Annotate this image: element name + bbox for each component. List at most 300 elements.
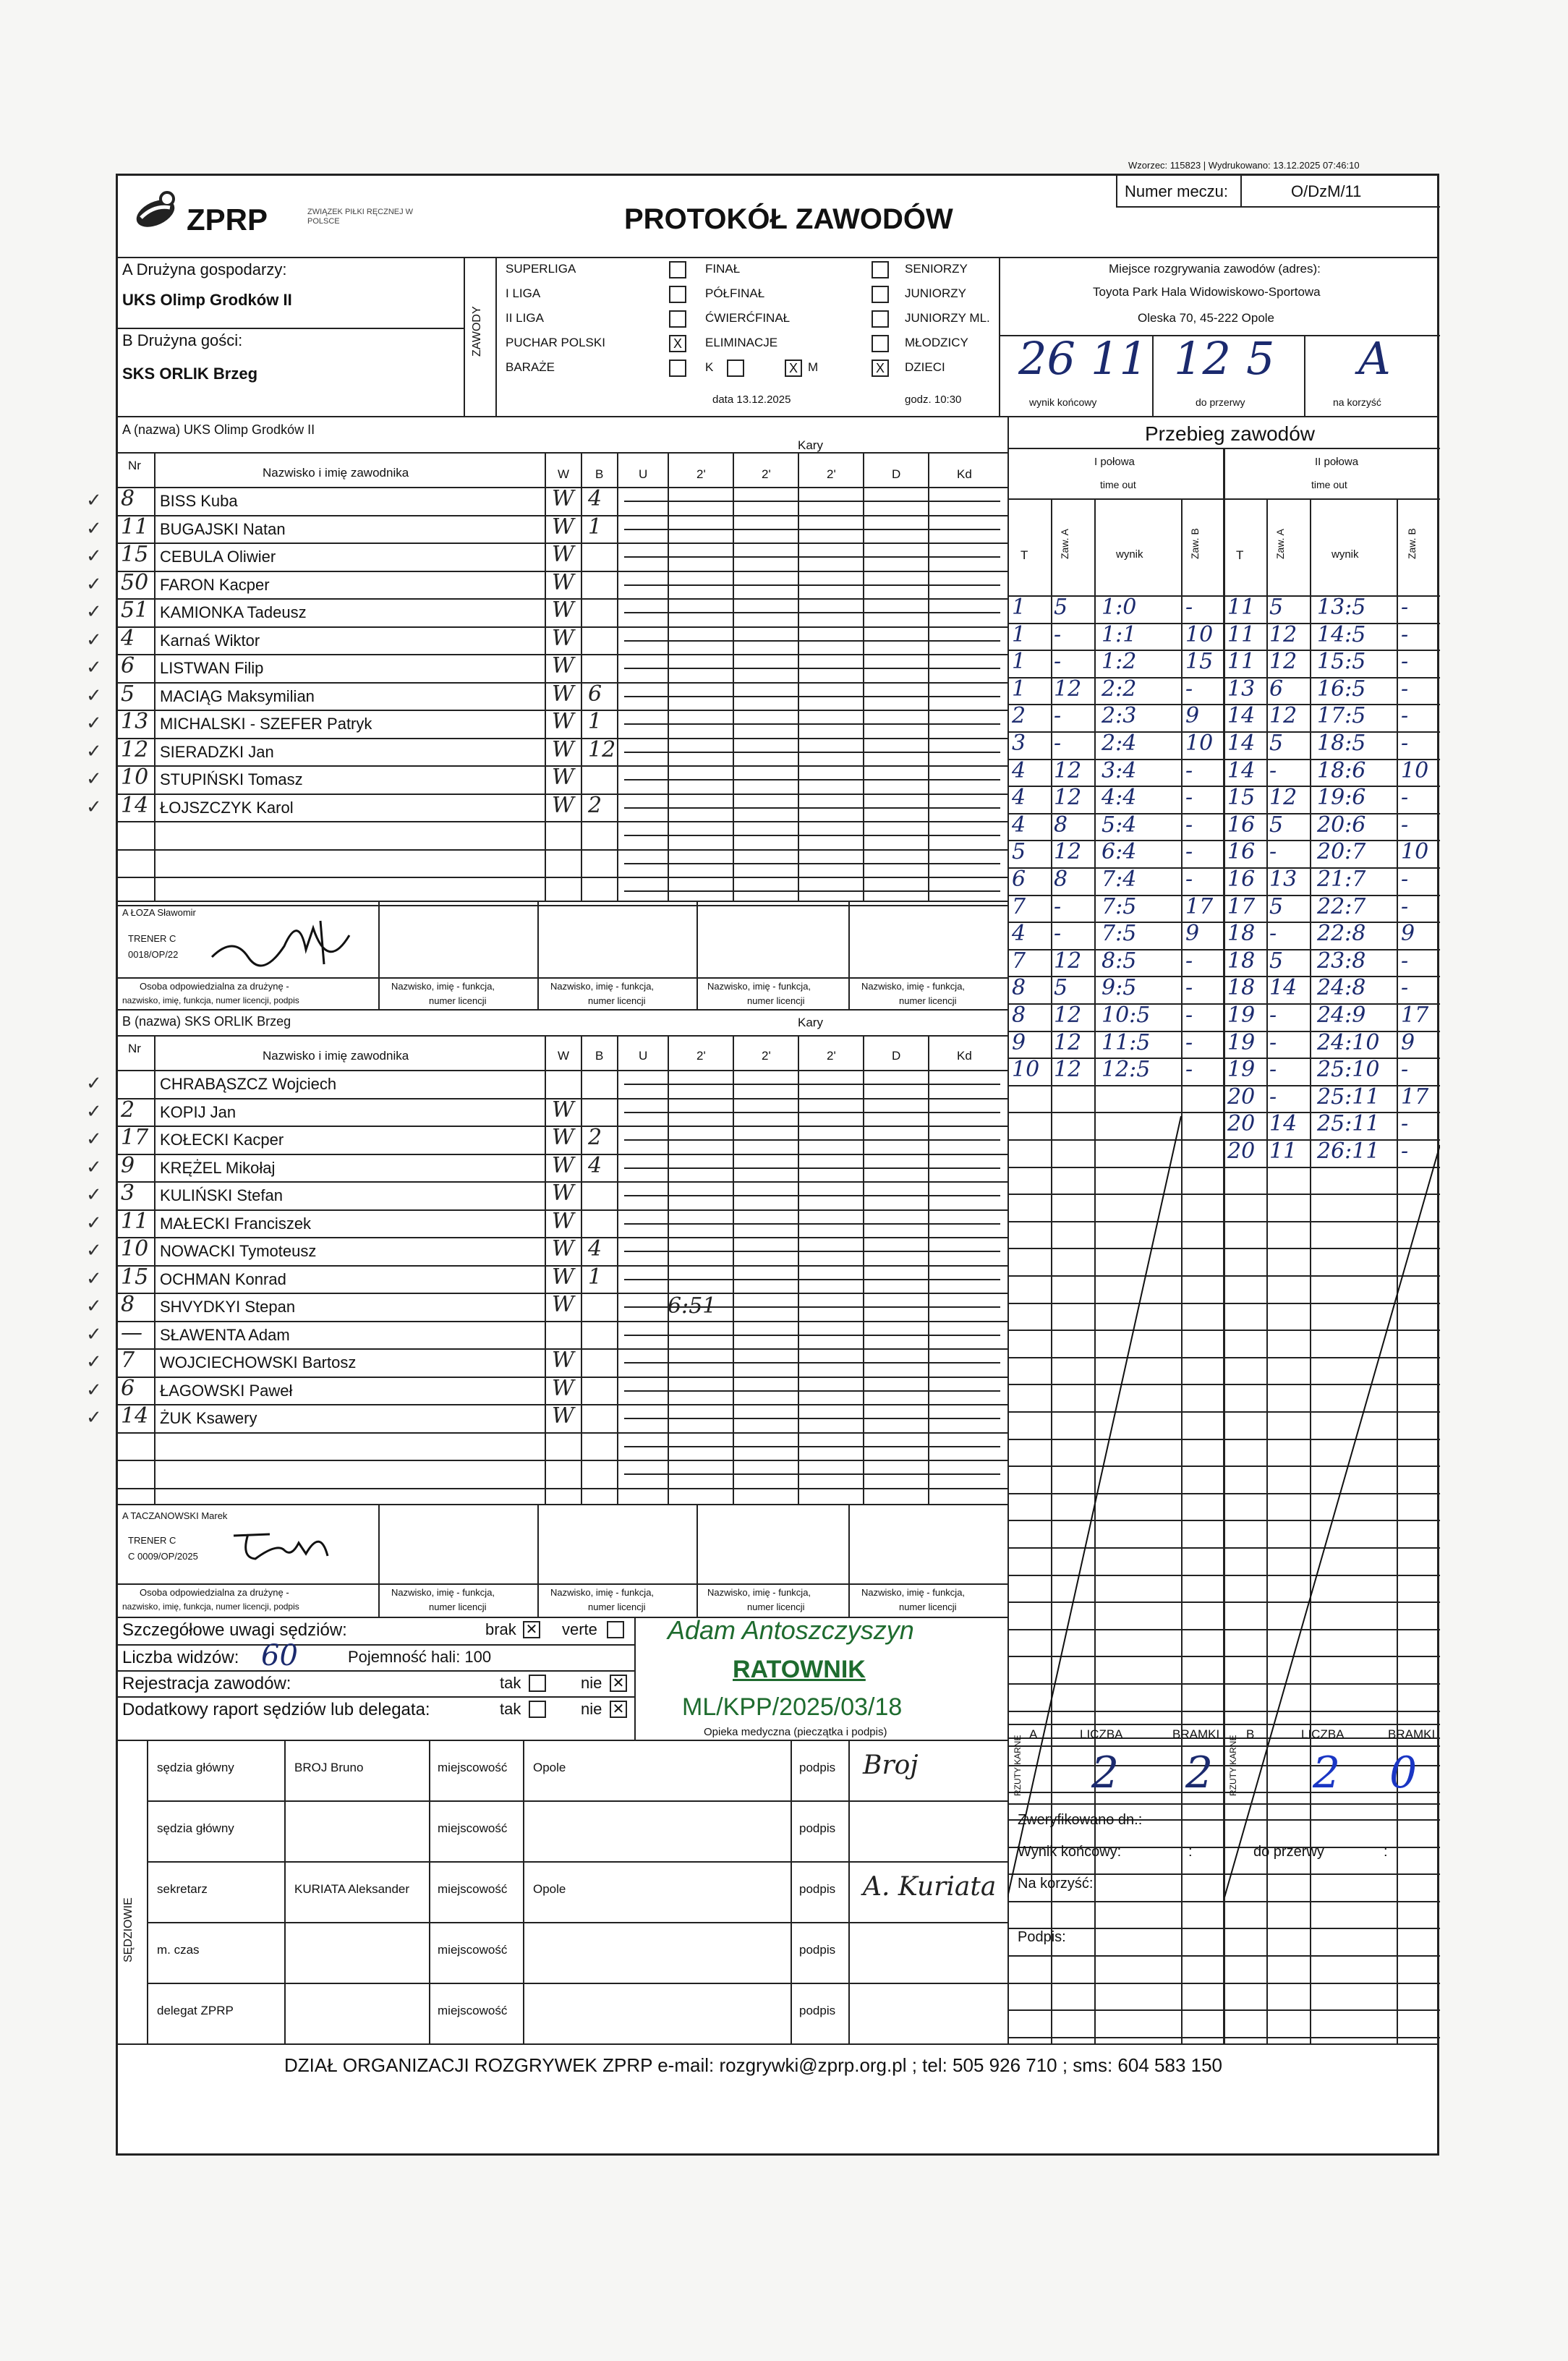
check-mark-icon: ✓ bbox=[86, 1211, 102, 1233]
penalty-strike-line bbox=[624, 556, 1000, 558]
col-2min-2: 2' bbox=[762, 467, 771, 481]
progress-time: 11 bbox=[1227, 649, 1256, 675]
check-mark-icon: ✓ bbox=[86, 656, 102, 678]
player-active: W bbox=[552, 1180, 574, 1206]
check-mark-icon: ✓ bbox=[86, 1155, 102, 1178]
report-nie-checkbox[interactable]: ✕ bbox=[610, 1701, 627, 1718]
host-team: UKS Olimp Grodków II bbox=[122, 291, 292, 309]
progress-time: 7 bbox=[1012, 948, 1026, 974]
match-protocol-sheet bbox=[86, 174, 1439, 2156]
progress-score: 18:6 bbox=[1317, 757, 1366, 783]
half-score-label: do przerwy bbox=[1196, 396, 1245, 408]
row-line bbox=[118, 849, 1007, 851]
ref-name: KURIATA Aleksander bbox=[294, 1882, 410, 1896]
check-mark-icon: ✓ bbox=[86, 516, 102, 539]
medical-label: Opieka medyczna (pieczątka i podpis) bbox=[704, 1726, 887, 1738]
prog-col-zb: Zaw. B bbox=[1406, 528, 1418, 559]
progress-time: 1 bbox=[1012, 676, 1026, 702]
print-header: Wzorzec: 115823 | Wydrukowano: 13.12.2025 07:46:10 bbox=[1128, 160, 1360, 171]
player-name: LISTWAN Filip bbox=[160, 659, 264, 677]
cat-checkbox[interactable] bbox=[669, 360, 686, 377]
player-active: W bbox=[552, 681, 574, 707]
progress-scorer-a: 13 bbox=[1269, 867, 1298, 892]
verify-sign-label: Podpis: bbox=[1018, 1929, 1066, 1945]
penalty-strike-line bbox=[624, 696, 1000, 697]
player-name: SHVYDKYI Stepan bbox=[160, 1298, 296, 1316]
penalty-strike-line bbox=[624, 501, 1000, 502]
winner: A bbox=[1358, 332, 1391, 385]
brand-logo-text: ZPRP bbox=[187, 203, 268, 237]
progress-time: 7 bbox=[1012, 893, 1026, 919]
player-name: MACIĄG Maksymilian bbox=[160, 686, 315, 705]
progress-score: 20:6 bbox=[1317, 812, 1366, 838]
tak-label: tak bbox=[500, 1700, 521, 1718]
progress-scorer-b: - bbox=[1401, 676, 1409, 702]
progress-scorer-b: 9 bbox=[1401, 1029, 1415, 1055]
progress-scorer-a: - bbox=[1054, 921, 1062, 947]
verify-colon: : bbox=[1384, 1844, 1388, 1860]
cat-checkbox[interactable] bbox=[669, 286, 686, 303]
nie-label: nie bbox=[581, 1700, 602, 1718]
progress-scorer-b: - bbox=[1401, 595, 1409, 620]
final-score-a: 26 bbox=[1018, 332, 1075, 385]
progress-time: 4 bbox=[1012, 921, 1026, 947]
official-col: Nazwisko, imię - funkcja, bbox=[550, 981, 655, 992]
verte-checkbox[interactable] bbox=[607, 1621, 624, 1638]
player-name: BUGAJSKI Natan bbox=[160, 519, 286, 538]
player-name: KULIŃSKI Stefan bbox=[160, 1186, 283, 1204]
player-active: W bbox=[552, 542, 574, 567]
progress-row-line bbox=[1007, 623, 1440, 624]
cat-eliminacje: ELIMINACJE bbox=[705, 336, 778, 349]
progress-score: 17:5 bbox=[1317, 703, 1366, 729]
official-a-licence: 0018/OP/22 bbox=[128, 949, 179, 960]
cat-cwiercfinal: ĆWIERĆFINAŁ bbox=[705, 311, 791, 325]
cat-superliga: SUPERLIGA bbox=[506, 262, 576, 276]
progress-score: 23:8 bbox=[1317, 948, 1366, 974]
brak-checkbox[interactable]: ✕ bbox=[523, 1621, 540, 1638]
check-mark-icon: ✓ bbox=[86, 1378, 102, 1400]
hall-capacity: Pojemność hali: 100 bbox=[348, 1648, 492, 1666]
progress-scorer-b: - bbox=[1401, 812, 1409, 838]
progress-scorer-a: 12 bbox=[1054, 1057, 1082, 1083]
progress-score: 14:5 bbox=[1317, 621, 1366, 647]
col-name: Nazwisko i imię zawodnika bbox=[263, 466, 409, 480]
check-mark-icon: ✓ bbox=[86, 712, 102, 733]
player-name: CEBULA Oliwier bbox=[160, 548, 276, 566]
pen-rzuty-label: RZUTY KARNE bbox=[1228, 1735, 1238, 1796]
progress-time: 18 bbox=[1227, 975, 1256, 1001]
ref-role: sędzia główny bbox=[157, 1761, 234, 1774]
row-line bbox=[118, 1432, 1007, 1434]
col-w: W bbox=[558, 467, 570, 481]
progress-score: 2:4 bbox=[1102, 731, 1137, 756]
cat-checkbox[interactable] bbox=[669, 261, 686, 278]
progress-time: 4 bbox=[1012, 812, 1026, 838]
check-mark-icon: ✓ bbox=[86, 1239, 102, 1261]
remarks-label: Szczegółowe uwagi sędziów: bbox=[122, 1620, 347, 1640]
progress-time: 3 bbox=[1012, 731, 1026, 756]
check-mark-icon: ✓ bbox=[86, 1322, 102, 1345]
ref-signature: A. Kuriata bbox=[863, 1872, 997, 1902]
progress-scorer-a: - bbox=[1269, 1003, 1277, 1028]
player-number: 50 bbox=[121, 569, 149, 595]
progress-time: 19 bbox=[1227, 1029, 1256, 1055]
penalty-strike-line bbox=[624, 1362, 1000, 1364]
progress-score: 25:11 bbox=[1317, 1084, 1380, 1110]
progress-scorer-a: 14 bbox=[1269, 1111, 1298, 1137]
stamp-title: RATOWNIK bbox=[733, 1656, 866, 1683]
progress-scorer-b: - bbox=[1401, 867, 1409, 892]
player-number: 5 bbox=[121, 681, 135, 707]
guest-label: B Drużyna gości: bbox=[122, 331, 243, 349]
player-number: 6 bbox=[121, 653, 135, 678]
cat-checkbox[interactable] bbox=[872, 335, 889, 352]
pen-rzuty-label: RZUTY KARNE bbox=[1013, 1735, 1023, 1796]
player-active: W bbox=[552, 1236, 574, 1262]
penalty-strike-line bbox=[624, 1446, 1000, 1447]
progress-scorer-b: - bbox=[1401, 731, 1409, 756]
timeout-label: time out bbox=[1311, 479, 1347, 490]
col-d: D bbox=[892, 1049, 901, 1063]
check-mark-icon: ✓ bbox=[86, 767, 102, 789]
remarks-brak: brak bbox=[485, 1620, 516, 1638]
progress-scorer-a: 12 bbox=[1054, 676, 1082, 702]
penalty-strike-line bbox=[624, 1251, 1000, 1252]
col-2min-1: 2' bbox=[696, 1049, 706, 1063]
progress-scorer-a: 6 bbox=[1269, 676, 1284, 702]
cat-ii-liga: II LIGA bbox=[506, 311, 544, 325]
progress-time: 20 bbox=[1227, 1139, 1256, 1164]
progress-scorer-b: 9 bbox=[1401, 921, 1415, 947]
progress-score: 3:4 bbox=[1102, 757, 1137, 783]
player-goals: 4 bbox=[588, 1152, 602, 1178]
progress-time: 11 bbox=[1227, 595, 1256, 620]
cat-i-liga: I LIGA bbox=[506, 286, 541, 300]
player-active: W bbox=[552, 569, 574, 595]
cat-checkbox-checked[interactable]: X bbox=[669, 335, 686, 352]
player-goals: 6 bbox=[588, 681, 602, 707]
ref-place-label: miejscowość bbox=[438, 1821, 508, 1835]
progress-score: 25:10 bbox=[1317, 1057, 1380, 1083]
progress-scorer-a: 12 bbox=[1054, 785, 1082, 811]
progress-scorer-b: 10 bbox=[1185, 731, 1214, 756]
check-mark-icon: ✓ bbox=[86, 572, 102, 595]
progress-scorer-a: 12 bbox=[1269, 785, 1298, 811]
referees-label: SĘDZIOWIE bbox=[122, 1897, 135, 1962]
penalty-time: 6:51 bbox=[668, 1293, 717, 1319]
guest-team: SKS ORLIK Brzeg bbox=[122, 365, 258, 383]
player-number: 3 bbox=[121, 1180, 135, 1206]
official-col: Nazwisko, imię - funkcja, bbox=[391, 981, 495, 992]
official-a-name: A ŁOZA Sławomir bbox=[122, 907, 196, 918]
cat-mlodzicy: MŁODZICY bbox=[905, 336, 968, 349]
player-number: 14 bbox=[121, 1403, 149, 1429]
footer: DZIAŁ ORGANIZACJI ROZGRYWEK ZPRP e-mail: rozgrywki@zprp.org.pl ; tel: 505 926 710 ; sms: 604 583 150 bbox=[284, 2054, 1223, 2076]
player-name: FARON Kacper bbox=[160, 575, 270, 594]
progress-time: 4 bbox=[1012, 785, 1026, 811]
progress-scorer-a: 12 bbox=[1054, 1029, 1082, 1055]
penalty-strike-line bbox=[624, 1167, 1000, 1169]
prog-col-wynik: wynik bbox=[1331, 548, 1359, 561]
penalty-strike-line bbox=[624, 529, 1000, 530]
progress-score: 4:4 bbox=[1102, 785, 1137, 811]
match-number-label: Numer meczu: bbox=[1125, 182, 1229, 200]
progress-score: 5:4 bbox=[1102, 812, 1137, 838]
penalty-strike-line bbox=[624, 1335, 1000, 1336]
progress-scorer-a: - bbox=[1054, 621, 1062, 647]
progress-score: 9:5 bbox=[1102, 975, 1137, 1001]
player-active: W bbox=[552, 1403, 574, 1429]
player-number: 12 bbox=[121, 736, 149, 762]
match-time: godz. 10:30 bbox=[905, 394, 962, 406]
penalty-strike-line bbox=[624, 1084, 1000, 1085]
progress-time: 19 bbox=[1227, 1057, 1256, 1083]
brand-org: ZWIĄZEK PIŁKI RĘCZNEJ W POLSCE bbox=[307, 208, 414, 226]
cat-juniorzy-ml: JUNIORZY ML. bbox=[905, 311, 990, 325]
player-active: W bbox=[552, 1264, 574, 1290]
penalty-strike-line bbox=[624, 1139, 1000, 1141]
progress-time: 10 bbox=[1012, 1057, 1040, 1083]
player-active: W bbox=[552, 597, 574, 623]
progress-scorer-b: - bbox=[1401, 1139, 1409, 1164]
progress-scorer-a: - bbox=[1269, 1084, 1277, 1110]
player-active: W bbox=[552, 653, 574, 678]
player-name: Karnaś Wiktor bbox=[160, 631, 260, 650]
host-label: A Drużyna gospodarzy: bbox=[122, 260, 287, 278]
col-nr: Nr bbox=[128, 459, 141, 472]
player-goals: 2 bbox=[588, 792, 602, 818]
progress-scorer-a: 8 bbox=[1054, 867, 1068, 892]
player-name: ŁOJSZCZYK Karol bbox=[160, 798, 294, 817]
col-name: Nazwisko i imię zawodnika bbox=[263, 1049, 409, 1063]
progress-scorer-b: - bbox=[1185, 757, 1193, 783]
player-goals: 2 bbox=[588, 1125, 602, 1150]
official-label-2: nazwisko, imię, funkcja, numer licencji, podpis bbox=[122, 1601, 299, 1612]
registration-tak-checkbox[interactable] bbox=[529, 1675, 546, 1692]
progress-scorer-b: - bbox=[1185, 975, 1193, 1001]
half1-label: I połowa bbox=[1094, 456, 1135, 468]
col-2min-1: 2' bbox=[696, 467, 706, 481]
verify-final-label: Wynik końcowy: bbox=[1018, 1844, 1122, 1860]
page-title: PROTOKÓŁ ZAWODÓW bbox=[624, 203, 953, 235]
zprp-logo-icon bbox=[132, 189, 183, 232]
player-number: 8 bbox=[121, 486, 135, 511]
progress-row-line bbox=[1007, 2009, 1440, 2011]
ref-place-label: miejscowość bbox=[438, 2004, 508, 2017]
progress-row-line bbox=[1007, 895, 1440, 896]
half-score-b: 5 bbox=[1246, 332, 1275, 385]
penalty-strike-line bbox=[624, 1223, 1000, 1225]
cat-seniorzy: SENIORZY bbox=[905, 262, 968, 276]
ref-role: delegat ZPRP bbox=[157, 2004, 234, 2017]
progress-scorer-a: 11 bbox=[1269, 1139, 1298, 1164]
cat-final: FINAŁ bbox=[705, 262, 741, 276]
venue-label: Miejsce rozgrywania zawodów (adres): bbox=[1109, 262, 1321, 276]
player-number: 10 bbox=[121, 1236, 149, 1262]
penalty-strike-line bbox=[624, 1390, 1000, 1392]
penalty-strike-line bbox=[624, 835, 1000, 836]
progress-title: Przebieg zawodów bbox=[1145, 422, 1316, 445]
player-number: 7 bbox=[121, 1348, 135, 1373]
penalty-strike-line bbox=[624, 752, 1000, 753]
player-name: KRĘŻEL Mikołaj bbox=[160, 1158, 276, 1177]
penalty-strike-line bbox=[624, 1473, 1000, 1475]
player-goals: 4 bbox=[588, 486, 602, 511]
progress-time: 20 bbox=[1227, 1111, 1256, 1137]
player-number: 10 bbox=[121, 765, 149, 790]
progress-score: 21:7 bbox=[1317, 867, 1366, 892]
progress-time: 8 bbox=[1012, 975, 1026, 1001]
registration-nie-checkbox[interactable]: ✕ bbox=[610, 1675, 627, 1692]
pen-a-goals: 2 bbox=[1185, 1748, 1214, 1798]
player-number: — bbox=[121, 1319, 142, 1345]
progress-scorer-a: 12 bbox=[1054, 839, 1082, 865]
progress-scorer-a: - bbox=[1269, 921, 1277, 947]
cat-checkbox[interactable] bbox=[872, 286, 889, 303]
progress-score: 15:5 bbox=[1317, 649, 1366, 675]
progress-scorer-a: 5 bbox=[1269, 595, 1284, 620]
ref-sig-label: podpis bbox=[799, 1882, 836, 1896]
progress-score: 1:0 bbox=[1102, 595, 1137, 620]
pen-liczba: LICZBA bbox=[1301, 1727, 1345, 1741]
check-mark-icon: ✓ bbox=[86, 1128, 102, 1149]
ref-sig-label: podpis bbox=[799, 1821, 836, 1835]
progress-scorer-b: - bbox=[1401, 1057, 1409, 1083]
player-number: 8 bbox=[121, 1292, 135, 1317]
player-number: 15 bbox=[121, 542, 149, 567]
official-label-2: nazwisko, imię, funkcja, numer licencji, podpis bbox=[122, 995, 299, 1005]
check-mark-icon: ✓ bbox=[86, 1406, 102, 1428]
progress-scorer-a: 12 bbox=[1269, 649, 1298, 675]
report-tak-checkbox[interactable] bbox=[529, 1701, 546, 1718]
final-score-label: wynik końcowy bbox=[1029, 396, 1097, 408]
pen-liczba: LICZBA bbox=[1080, 1727, 1123, 1741]
player-active: W bbox=[552, 625, 574, 651]
progress-scorer-a: 5 bbox=[1054, 975, 1068, 1001]
progress-time: 16 bbox=[1227, 812, 1256, 838]
player-number: 51 bbox=[121, 597, 149, 623]
cat-checkbox-checked[interactable]: X bbox=[872, 360, 889, 377]
progress-score: 11:5 bbox=[1102, 1029, 1151, 1055]
ref-sig-label: podpis bbox=[799, 1761, 836, 1774]
progress-score: 1:1 bbox=[1102, 621, 1137, 647]
venue-line2: Oleska 70, 45-222 Opole bbox=[1138, 311, 1275, 325]
progress-scorer-b: - bbox=[1185, 676, 1193, 702]
player-goals: 1 bbox=[588, 514, 602, 540]
player-active: W bbox=[552, 709, 574, 734]
verify-half-label: do przerwy bbox=[1253, 1844, 1324, 1860]
ref-role: sekretarz bbox=[157, 1882, 208, 1896]
progress-scorer-b: 9 bbox=[1185, 703, 1200, 729]
match-number: O/DzM/11 bbox=[1291, 182, 1362, 200]
gender-k: K bbox=[705, 360, 714, 374]
progress-score: 1:2 bbox=[1102, 649, 1137, 675]
progress-scorer-b: - bbox=[1401, 649, 1409, 675]
progress-time: 16 bbox=[1227, 839, 1256, 865]
progress-scorer-b: 17 bbox=[1401, 1084, 1429, 1110]
progress-row-line bbox=[1007, 922, 1440, 923]
progress-scorer-b: - bbox=[1401, 948, 1409, 974]
progress-time: 11 bbox=[1227, 621, 1256, 647]
pen-bramki: BRAMKI bbox=[1388, 1727, 1436, 1741]
progress-scorer-b: 10 bbox=[1401, 839, 1429, 865]
progress-score: 24:10 bbox=[1317, 1029, 1380, 1055]
cat-polfinal: PÓŁFINAŁ bbox=[705, 286, 765, 300]
verified-label: Zweryfikowano dn.: bbox=[1018, 1812, 1143, 1828]
cat-checkbox[interactable] bbox=[872, 261, 889, 278]
cat-dzieci: DZIECI bbox=[905, 360, 945, 374]
official-col: numer licencji bbox=[588, 995, 646, 1006]
progress-row-line bbox=[1007, 650, 1440, 651]
spectators-count: 60 bbox=[261, 1639, 298, 1672]
col-2min-3: 2' bbox=[827, 1049, 836, 1063]
gender-m-checkbox[interactable]: X bbox=[785, 360, 802, 377]
col-d: D bbox=[892, 467, 901, 481]
pen-bramki: BRAMKI bbox=[1172, 1727, 1220, 1741]
progress-time: 20 bbox=[1227, 1084, 1256, 1110]
spectators-label: Liczba widzów: bbox=[122, 1648, 239, 1667]
progress-time: 14 bbox=[1227, 731, 1256, 756]
progress-score: 13:5 bbox=[1317, 595, 1366, 620]
progress-scorer-a: - bbox=[1269, 757, 1277, 783]
progress-scorer-a: 12 bbox=[1054, 948, 1082, 974]
progress-score: 16:5 bbox=[1317, 676, 1366, 702]
gender-k-checkbox[interactable] bbox=[727, 360, 744, 377]
half-score-a: 12 bbox=[1174, 332, 1231, 385]
player-number: 17 bbox=[121, 1125, 149, 1150]
team-b-header: B (nazwa) SKS ORLIK Brzeg bbox=[122, 1014, 291, 1029]
player-active: W bbox=[552, 514, 574, 540]
cat-checkbox[interactable] bbox=[669, 310, 686, 328]
venue-line1: Toyota Park Hala Widowiskowo-Sportowa bbox=[1093, 285, 1321, 299]
check-mark-icon: ✓ bbox=[86, 739, 102, 762]
cat-checkbox[interactable] bbox=[872, 310, 889, 328]
progress-scorer-a: 5 bbox=[1269, 812, 1284, 838]
progress-scorer-b: - bbox=[1401, 703, 1409, 729]
player-active: W bbox=[552, 486, 574, 511]
progress-scorer-b: - bbox=[1401, 621, 1409, 647]
progress-row-line bbox=[1007, 704, 1440, 705]
progress-time: 5 bbox=[1012, 839, 1026, 865]
final-score-b: 11 bbox=[1091, 332, 1148, 385]
progress-score: 25:11 bbox=[1317, 1111, 1380, 1137]
progress-scorer-a: 12 bbox=[1269, 703, 1298, 729]
penalty-strike-line bbox=[624, 640, 1000, 642]
player-number: 13 bbox=[121, 709, 149, 734]
official-col: numer licencji bbox=[429, 1601, 487, 1612]
progress-scorer-a: - bbox=[1269, 839, 1277, 865]
penalty-strike-line bbox=[624, 807, 1000, 809]
official-label-1: Osoba odpowiedzialna za drużynę - bbox=[140, 1587, 289, 1598]
player-name: MAŁECKI Franciszek bbox=[160, 1214, 312, 1233]
player-name: SŁAWENTA Adam bbox=[160, 1325, 290, 1344]
check-mark-icon: ✓ bbox=[86, 795, 102, 817]
progress-time: 17 bbox=[1227, 893, 1256, 919]
pen-b-label: B bbox=[1246, 1727, 1255, 1741]
official-col: Nazwisko, imię - funkcja, bbox=[707, 1587, 811, 1598]
player-active: W bbox=[552, 765, 574, 790]
ref-place-label: miejscowość bbox=[438, 1882, 508, 1896]
progress-scorer-b: - bbox=[1185, 812, 1193, 838]
progress-time: 8 bbox=[1012, 1003, 1026, 1028]
progress-time: 1 bbox=[1012, 621, 1026, 647]
progress-score: 10:5 bbox=[1102, 1003, 1151, 1028]
progress-score: 12:5 bbox=[1102, 1057, 1151, 1083]
penalty-strike-line bbox=[624, 1279, 1000, 1280]
verify-winner-label: Na korzyść: bbox=[1018, 1876, 1094, 1892]
check-mark-icon: ✓ bbox=[86, 1183, 102, 1205]
